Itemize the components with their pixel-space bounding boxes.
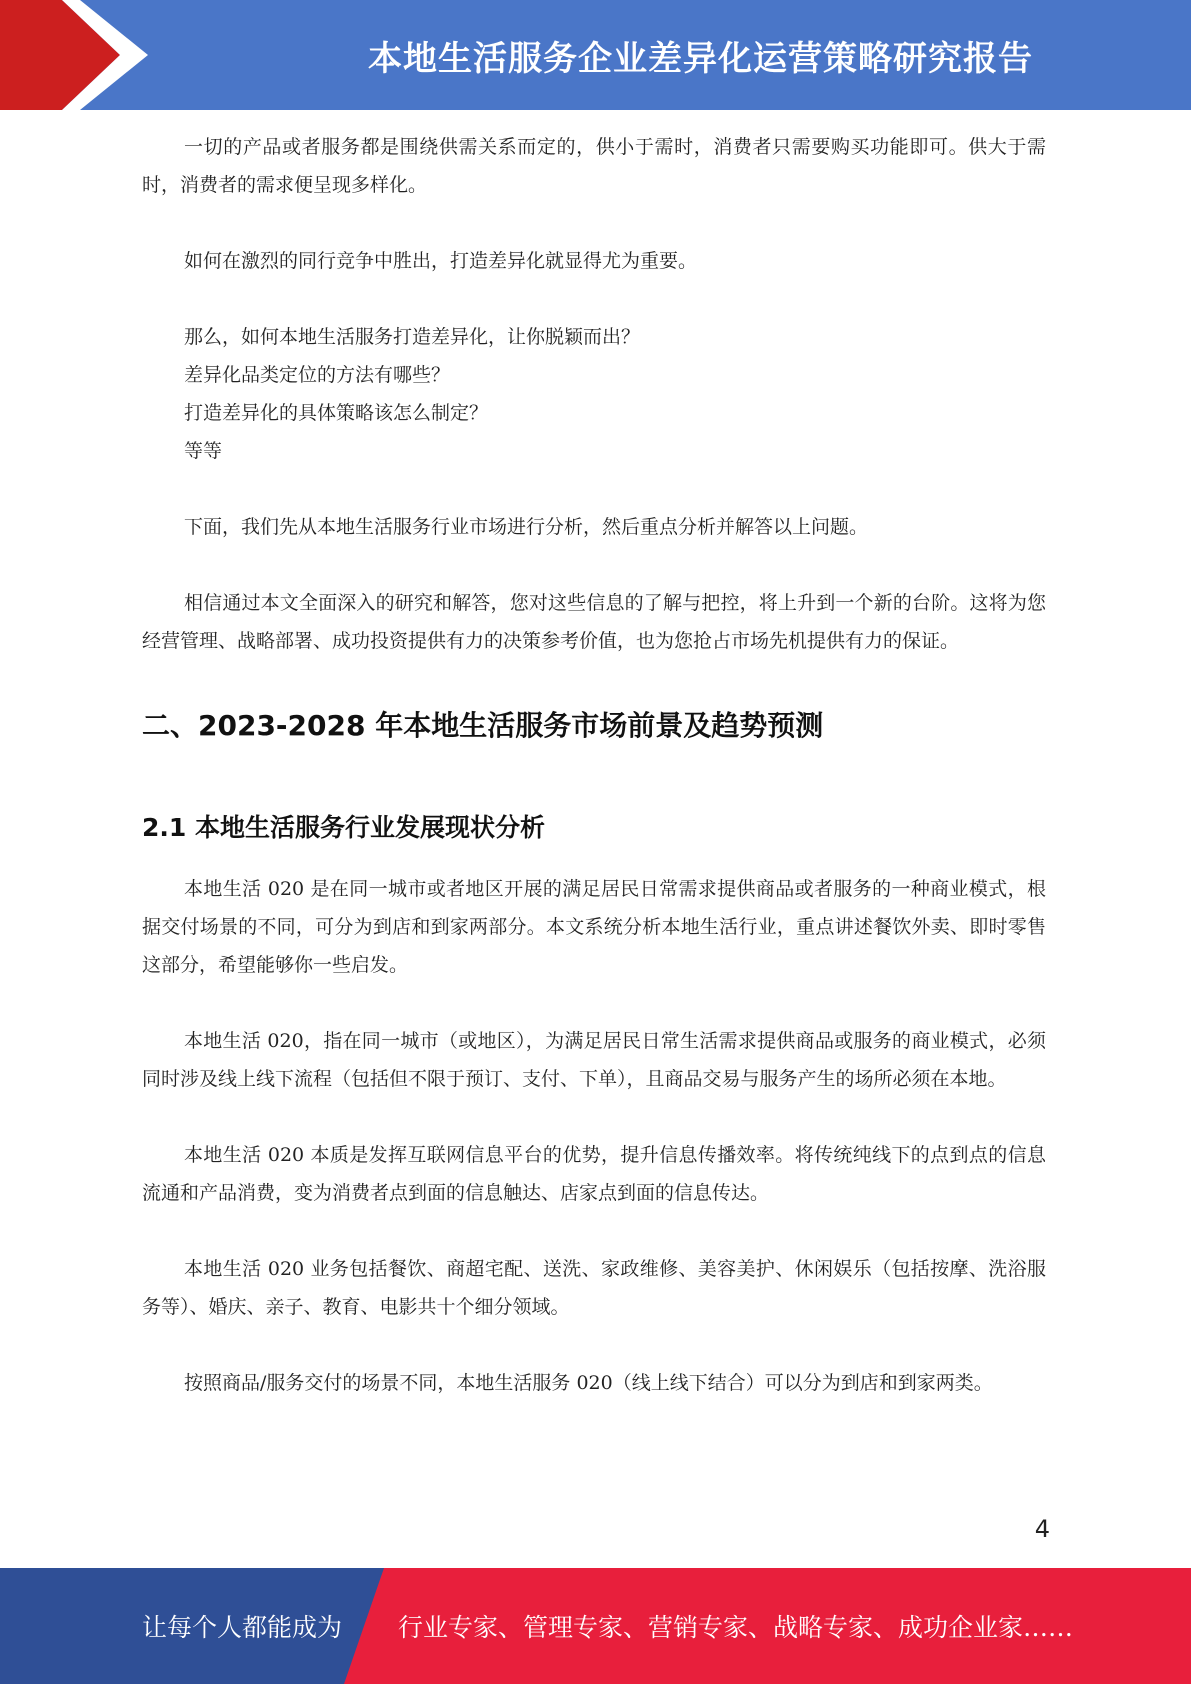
intro-paragraph-4: 相信通过本文全面深入的研究和解答，您对这些信息的了解与把控，将上升到一个新的台阶。这将为您经营管理、战略部署、成功投资提供有力的决策参考价值，也为您抢占市场先机提供有力的保证。 xyxy=(142,592,1046,652)
page-content xyxy=(142,128,1046,1402)
page-number: 4 xyxy=(1034,1515,1050,1543)
body-paragraph: 本地生活 020 业务包括餐饮、商超宅配、送洗、家政维修、美容美护、休闲娱乐（包括按摩、洗浴服务等）、婚庆、亲子、教育、电影共十个细分领域。 xyxy=(142,1258,1046,1318)
footer-slogan-left: 让每个人都能成为 xyxy=(142,1613,343,1642)
body-paragraph: 按照商品/服务交付的场景不同，本地生活服务 020（线上线下结合）可以分为到店和到家两类。 xyxy=(184,1372,993,1394)
subsection-heading: 2.1 本地生活服务行业发展现状分析 xyxy=(142,813,545,842)
body-paragraph: 本地生活 020，指在同一城市（或地区），为满足居民日常生活需求提供商品或服务的商业模式，必须同时涉及线上线下流程（包括但不限于预订、支付、下单），且商品交易与服务产生的场所必须在本地。 xyxy=(142,1030,1046,1090)
body-paragraph: 本地生活 020 是在同一城市或者地区开展的满足居民日常需求提供商品或者服务的一种商业模式，根据交付场景的不同，可分为到店和到家两部分。本文系统分析本地生活行业，重点讲述餐饮外卖、即时零售这部分，希望能够你一些启发。 xyxy=(142,878,1046,976)
question-item: 差异化品类定位的方法有哪些？ xyxy=(184,364,451,386)
question-item: 打造差异化的具体策略该怎么制定？ xyxy=(184,402,489,424)
page-footer xyxy=(0,1568,1191,1684)
intro-paragraph-3: 下面，我们先从本地生活服务行业市场进行分析，然后重点分析并解答以上问题。 xyxy=(184,516,869,538)
intro-paragraph-2: 如何在激烈的同行竞争中胜出，打造差异化就显得尤为重要。 xyxy=(184,250,698,272)
page-header xyxy=(0,0,1191,110)
body-paragraph: 本地生活 020 本质是发挥互联网信息平台的优势，提升信息传播效率。将传统纯线下的点到点的信息流通和产品消费，变为消费者点到面的信息触达、店家点到面的信息传达。 xyxy=(142,1144,1046,1204)
document-title: 本地生活服务企业差异化运营策略研究报告 xyxy=(368,38,1033,79)
footer-slogan-right: 行业专家、管理专家、营销专家、战略专家、成功企业家…… xyxy=(398,1613,1074,1642)
question-item: 等等 xyxy=(184,440,223,462)
intro-paragraph-1: 一切的产品或者服务都是围绕供需关系而定的，供小于需时，消费者只需要购买功能即可。供大于需时，消费者的需求便呈现多样化。 xyxy=(142,136,1046,196)
section-heading: 二、2023-2028 年本地生活服务市场前景及趋势预测 xyxy=(142,709,824,742)
question-item: 那么，如何本地生活服务打造差异化，让你脱颖而出？ xyxy=(184,326,641,348)
